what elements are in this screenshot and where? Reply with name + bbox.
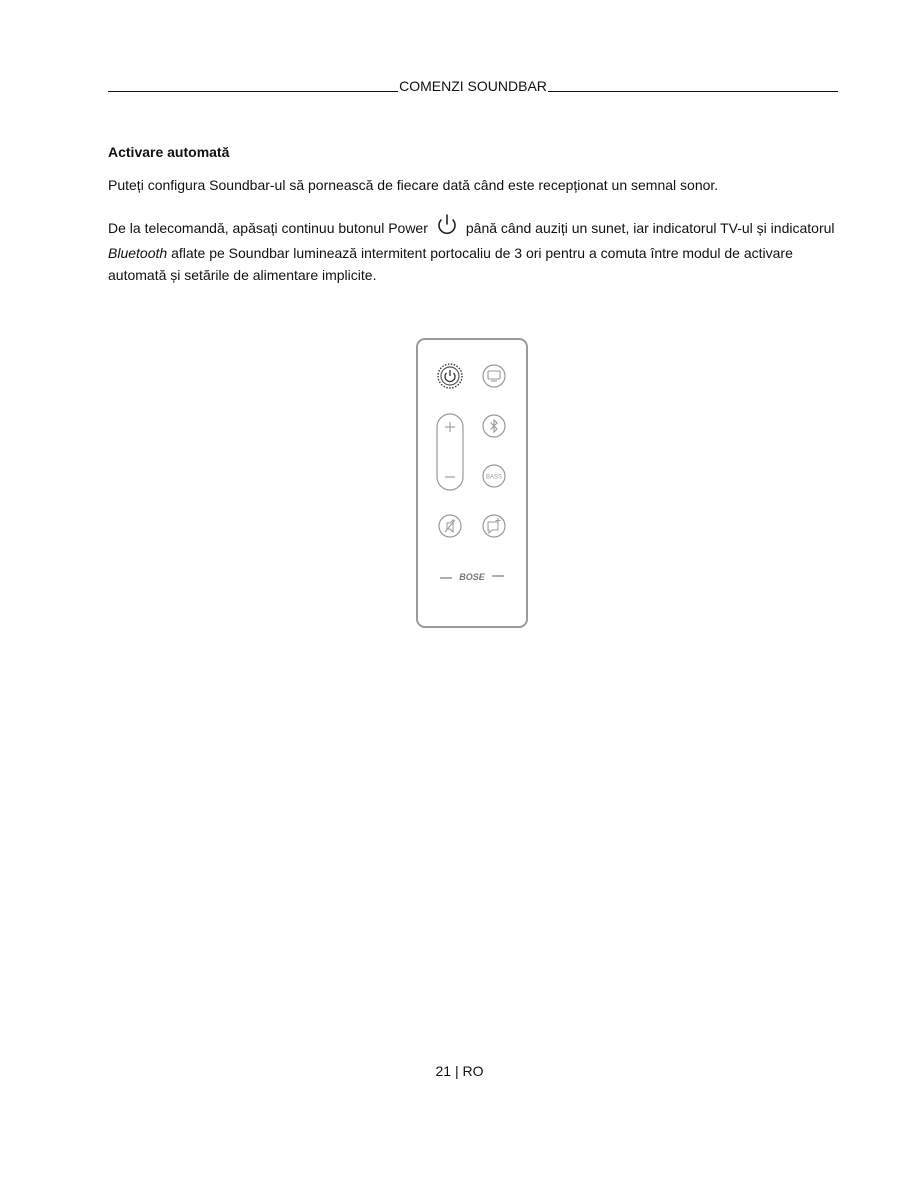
header-rule-left (108, 91, 398, 92)
remote-bass-button (483, 465, 505, 487)
instr-part-b: până când auziți un sunet, iar indicatorul TV-ul și indicatorul (465, 220, 835, 236)
instr-part-a: De la telecomandă, apăsați continuu butonul Power (108, 220, 428, 236)
remote-volume-rocker (437, 414, 463, 490)
instr-part-c: aflate pe Soundbar luminează intermitent portocaliu de 3 ori pentru a comuta între modul de activare automată și setările de alimentare implicite. (108, 245, 793, 283)
remote-mute-button (439, 515, 461, 537)
page-footer: 21 | RO (435, 1063, 484, 1079)
remote-bluetooth-button (483, 415, 505, 437)
remote-power-button (438, 364, 462, 388)
header-rule-right (548, 91, 838, 92)
bluetooth-italic: Bluetooth (108, 245, 168, 261)
section-heading: Activare automată (108, 144, 230, 160)
paragraph-instructions (108, 214, 838, 286)
remote-action-button (483, 515, 505, 537)
header-title: COMENZI SOUNDBAR (399, 78, 547, 94)
page-header (108, 76, 838, 94)
remote-control-illustration (416, 338, 528, 635)
paragraph-intro: Puteți configura Soundbar-ul să pornească de fiecare dată când este recepționat un semnal sonor. (108, 177, 719, 193)
remote-body (417, 339, 527, 627)
logo-text: BOSE (459, 572, 485, 582)
power-icon (434, 214, 460, 242)
bass-label: BASS (485, 474, 503, 481)
remote-tv-button (483, 365, 505, 387)
